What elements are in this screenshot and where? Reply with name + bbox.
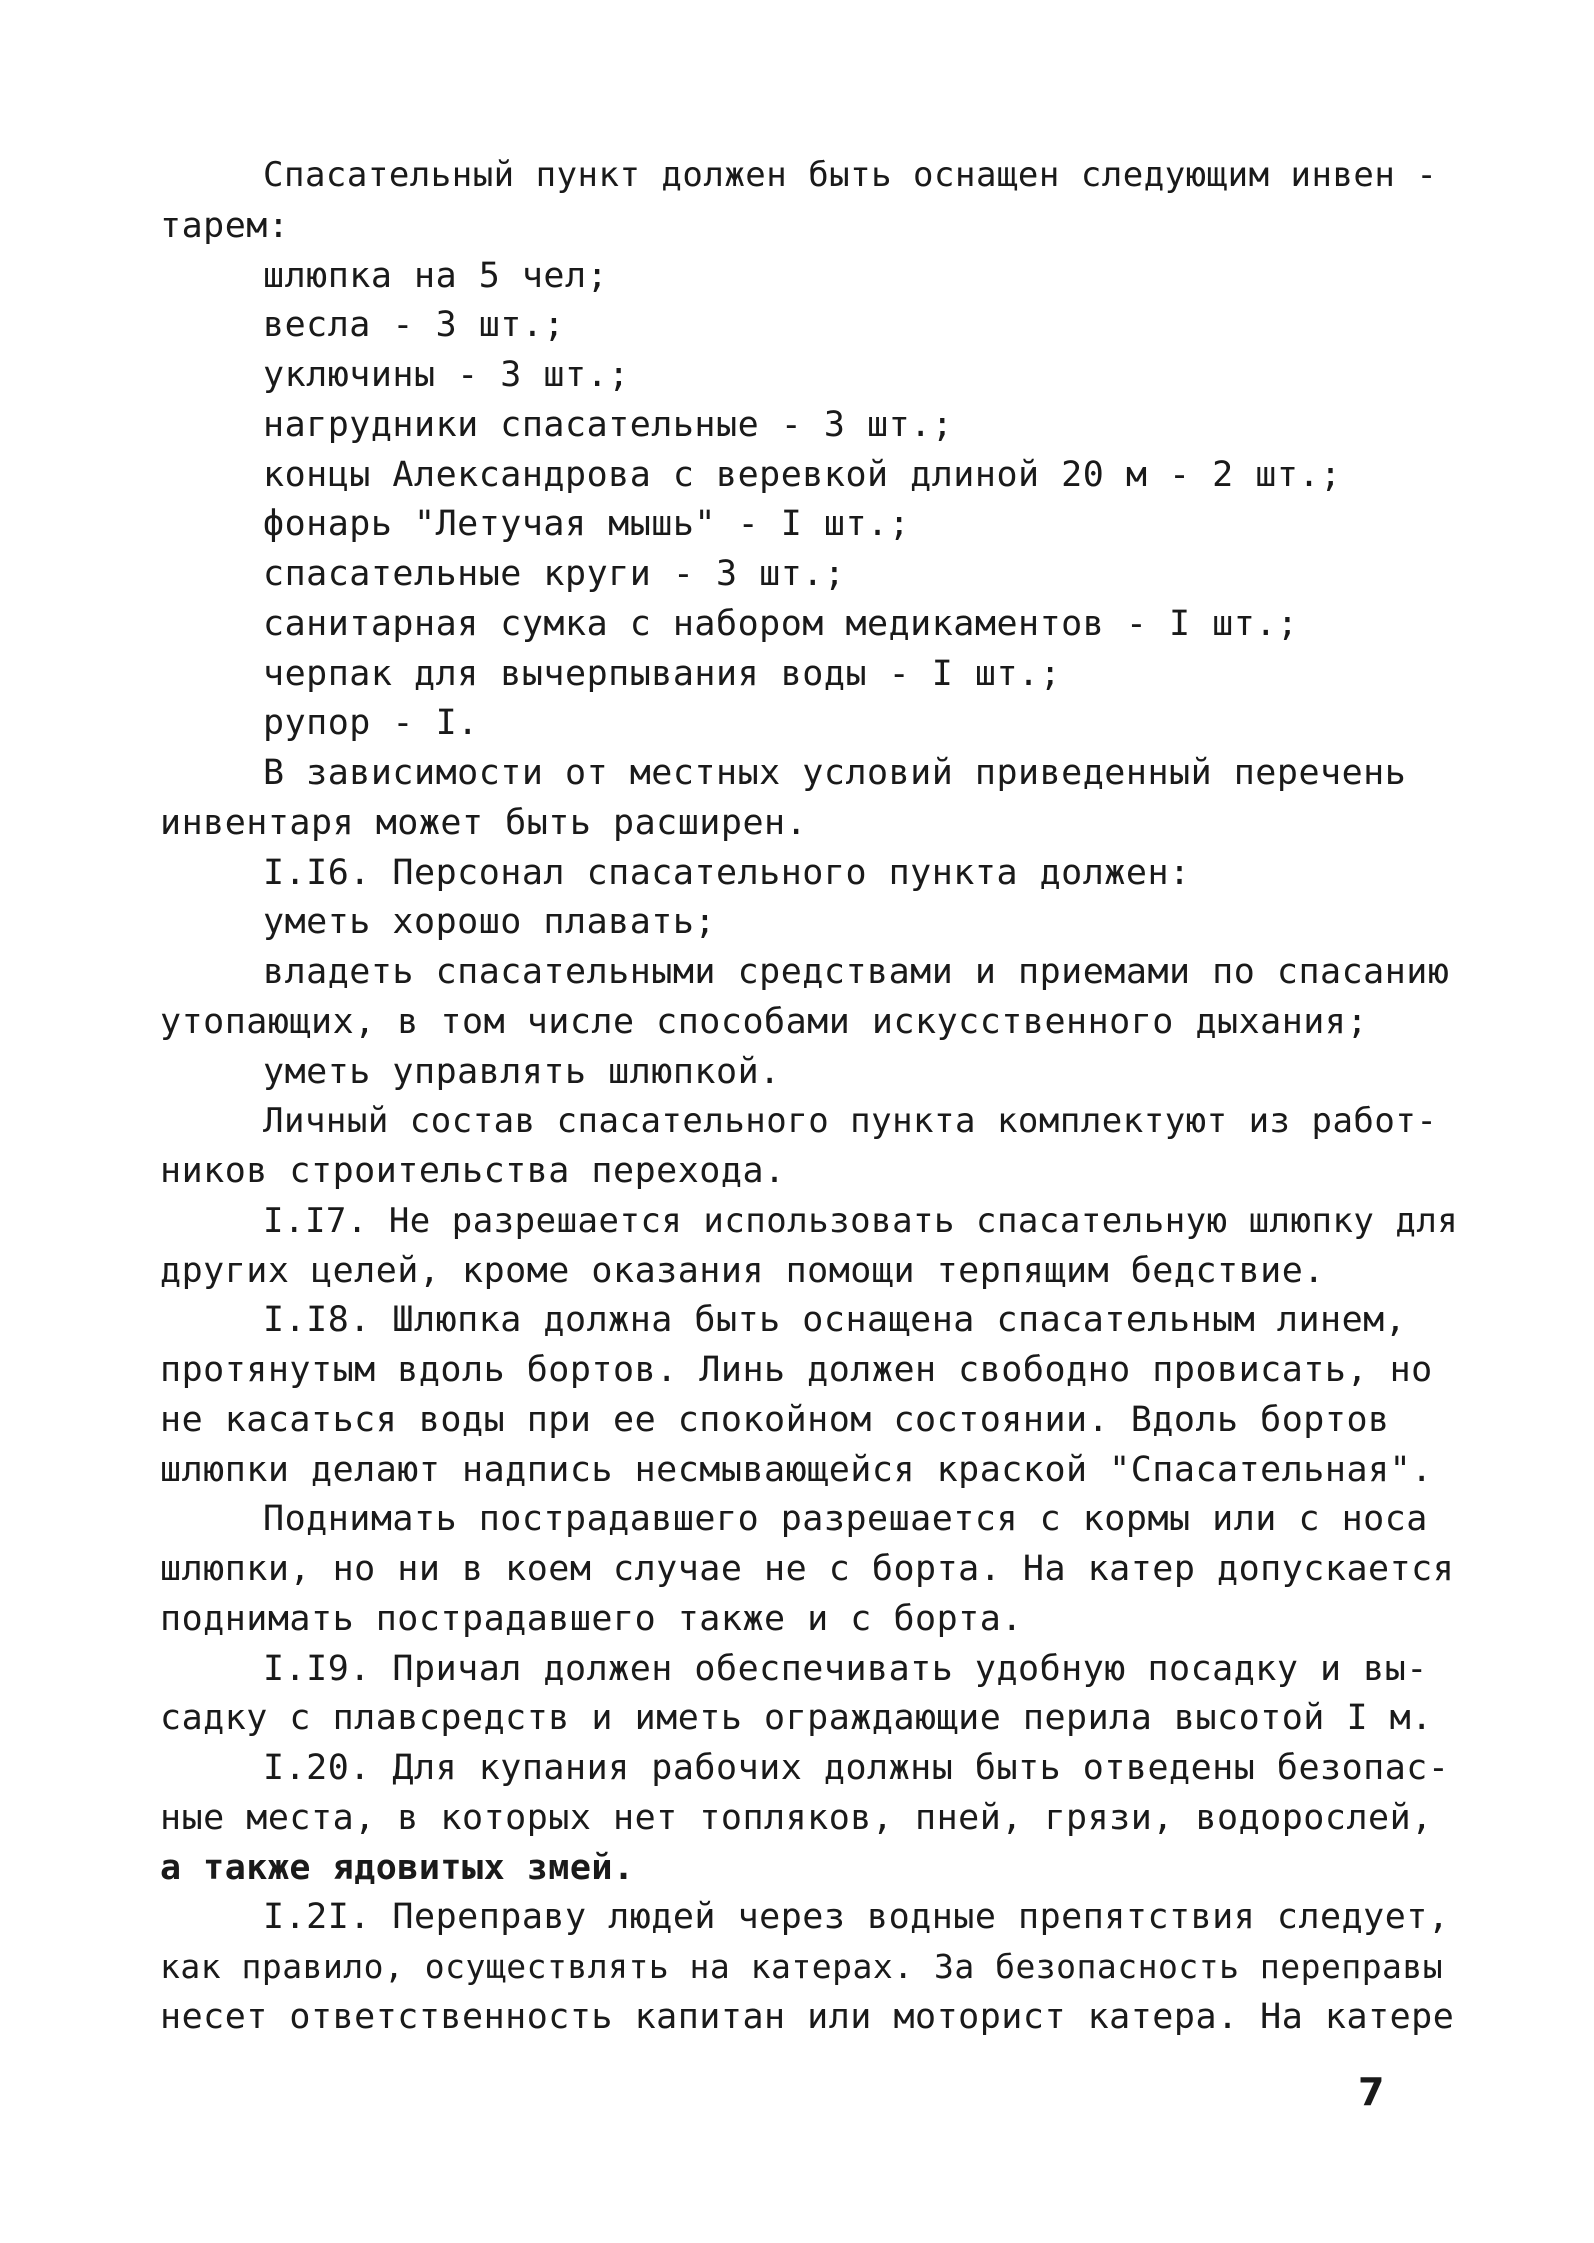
list-item: фонарь "Летучая мышь" - I шт.; xyxy=(263,504,911,544)
text-line: утопающих, в том числе способами искусственного дыхания; xyxy=(160,1002,1369,1042)
text-line: Спасательный пункт должен быть оснащен следующим инвен - xyxy=(263,155,1438,195)
text-line: шлюпки, но ни в коем случае не с борта. На катер допускается xyxy=(160,1549,1455,1589)
text-line: шлюпки делают надпись несмывающейся краской "Спасательная". xyxy=(160,1450,1433,1490)
text-line: В зависимости от местных условий приведенный перечень xyxy=(263,753,1407,793)
text-line: ников строительства перехода. xyxy=(160,1151,786,1191)
section-heading-line: I.I9. Причал должен обеспечивать удобную посадку и вы- xyxy=(263,1649,1428,1689)
list-item: спасательные круги - 3 шт.; xyxy=(263,554,846,594)
text-line: несет ответственность капитан или моторист катера. На катере xyxy=(160,1997,1455,2037)
text-line: садку с плавсредств и иметь ограждающие перила высотой I м. xyxy=(160,1698,1433,1738)
list-item: весла - 3 шт.; xyxy=(263,305,566,345)
text-line: ные места, в которых нет топляков, пней, грязи, водорослей, xyxy=(160,1798,1433,1838)
text-line: как правило, осуществлять на катерах. За безопасность переправы xyxy=(160,1947,1444,1986)
list-item: владеть спасательными средствами и приемами по спасанию xyxy=(263,952,1450,992)
text-line: инвентаря может быть расширен. xyxy=(160,803,808,843)
text-line: не касаться воды при ее спокойном состоянии. Вдоль бортов xyxy=(160,1400,1390,1440)
list-item: санитарная сумка с набором медикаментов - I шт.; xyxy=(263,604,1299,644)
text-line: Личный состав спасательного пункта комплектуют из работ- xyxy=(263,1101,1438,1141)
text-line: тарем: xyxy=(160,206,290,246)
list-item: уметь управлять шлюпкой. xyxy=(263,1052,781,1092)
list-item: нагрудники спасательные - 3 шт.; xyxy=(263,405,954,445)
text-line: других целей, кроме оказания помощи терпящим бедствие. xyxy=(160,1251,1325,1291)
section-heading-line: I.I8. Шлюпка должна быть оснащена спасательным линем, xyxy=(263,1300,1407,1340)
list-item: рупор - I. xyxy=(263,703,479,743)
section-heading-line: I.I6. Персонал спасательного пункта должен: xyxy=(263,853,1191,893)
text-line: поднимать пострадавшего также и с борта. xyxy=(160,1599,1023,1639)
list-item: черпак для вычерпывания воды - I шт.; xyxy=(263,654,1062,694)
list-item: концы Александрова с веревкой длиной 20 м - 2 шт.; xyxy=(263,455,1342,495)
text-line: протянутым вдоль бортов. Линь должен свободно провисать, но xyxy=(160,1350,1433,1390)
list-item: уключины - 3 шт.; xyxy=(263,355,630,395)
text-line: а также ядовитых змей. xyxy=(160,1848,635,1888)
list-item: уметь хорошо плавать; xyxy=(263,902,717,942)
section-heading-line: I.20. Для купания рабочих должны быть отведены безопас- xyxy=(263,1748,1450,1788)
section-heading-line: I.2I. Переправу людей через водные препятствия следует, xyxy=(263,1897,1450,1937)
page-number: 7 xyxy=(1358,2070,1385,2114)
section-heading-line: I.I7. Не разрешается использовать спасательную шлюпку для xyxy=(263,1201,1459,1241)
text-line: Поднимать пострадавшего разрешается с кормы или с носа xyxy=(263,1499,1428,1539)
list-item: шлюпка на 5 чел; xyxy=(263,256,609,296)
